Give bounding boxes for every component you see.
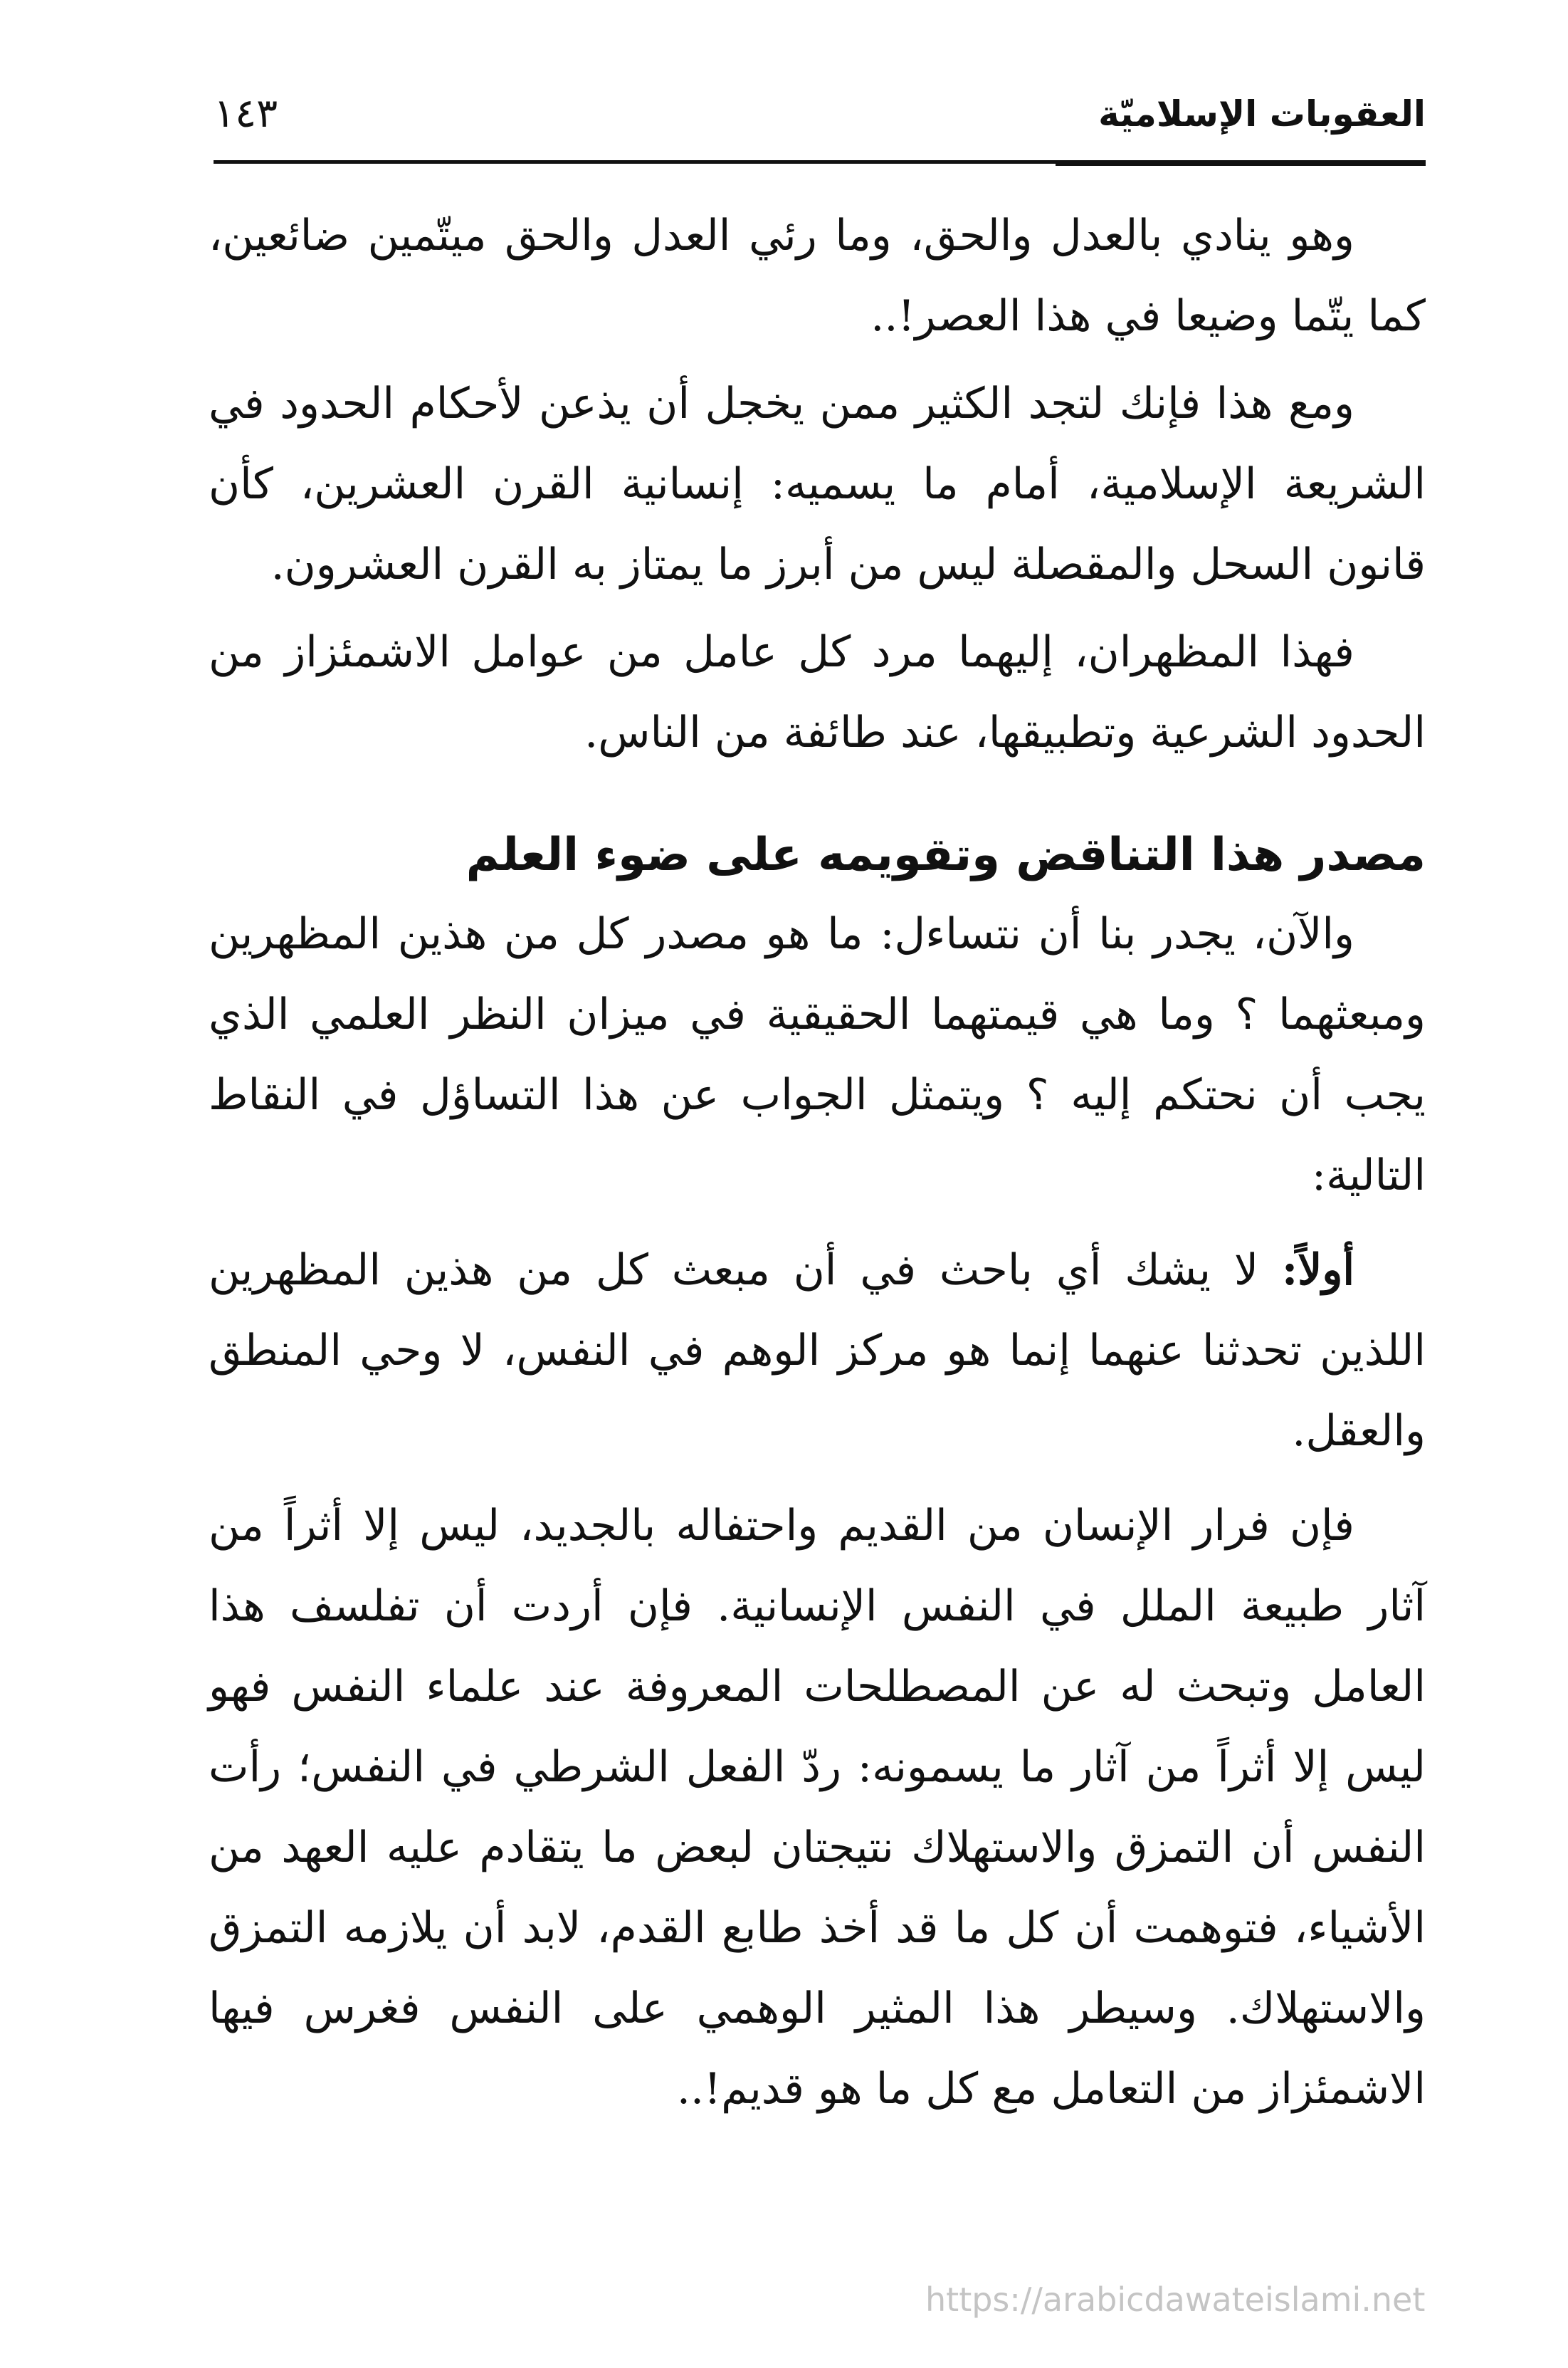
paragraph-5-lead: أولاً:	[1281, 1245, 1354, 1295]
paragraph-3: فهذا المظهران، إليهما مرد كل عامل من عوامل الاشمئزاز من الحدود الشرعية وتطبيقها، عند طائفة من الناس.	[209, 627, 1426, 758]
paragraph-6: فإن فرار الإنسان من القديم واحتفاله بالجديد، ليس إلا أثراً من آثار طبيعة الملل في النفس الإنسانية. فإن أردت أن تفلسف هذا العامل وتبحث له عن المصطلحات المعروفة عند علماء النفس فهو ليس إلا أثراً من آثار ما يسمونه: ردّ الفعل الشرطي في النفس؛ رأت النفس أن التمزق والاستهلاك نتيجتان لبعض ما يتقادم عليه العهد من الأشياء، فتوهمت أن كل ما قد أخذ طابع القدم، لابد أن يلازمه التمزق والاستهلاك. وسيطر هذا المثير الوهمي على النفس فغرس فيها الاشمئزاز من التعامل مع كل ما هو قديم!..	[209, 1501, 1426, 2114]
paragraph-5	[209, 1230, 1426, 1472]
section-heading: مصدر هذا التناقض وتقويمه على ضوء العلم	[465, 829, 1426, 881]
paragraph-5-text: لا يشك أي باحث في أن مبعث كل من هذين المظهرين اللذين تحدثنا عنهما إنما هو مركز الوهم في النفس، لا وحي المنطق والعقل.	[209, 1245, 1426, 1456]
paragraph-1: وهو ينادي بالعدل والحق، وما رئي العدل والحق ميتّمين ضائعين، كما يتّما وضيعا في هذا العصر!..	[209, 211, 1426, 341]
running-header	[214, 85, 1426, 142]
watermark-url: https://arabicdawateislami.net	[925, 2280, 1426, 2319]
page-number: ١٤٣	[214, 90, 278, 137]
header-divider	[214, 160, 1426, 164]
running-header-title: العقوبات الإسلاميّة	[1098, 93, 1426, 135]
paragraph-4: والآن، يجدر بنا أن نتساءل: ما هو مصدر كل من هذين المظهرين ومبعثهما ؟ وما هي قيمتهما الحقيقية في ميزان النظر العلمي الذي يجب أن نحتكم إليه ؟ ويتمثل الجواب عن هذا التساؤل في النقاط التالية:	[209, 909, 1426, 1200]
page-body	[209, 196, 1426, 2129]
paragraph-2: ومع هذا فإنك لتجد الكثير ممن يخجل أن يذعن لأحكام الحدود في الشريعة الإسلامية، أمام ما يسميه: إنسانية القرن العشرين، كأن قانون السحل والمقصلة ليس من أبرز ما يمتاز به القرن العشرون.	[209, 379, 1426, 590]
